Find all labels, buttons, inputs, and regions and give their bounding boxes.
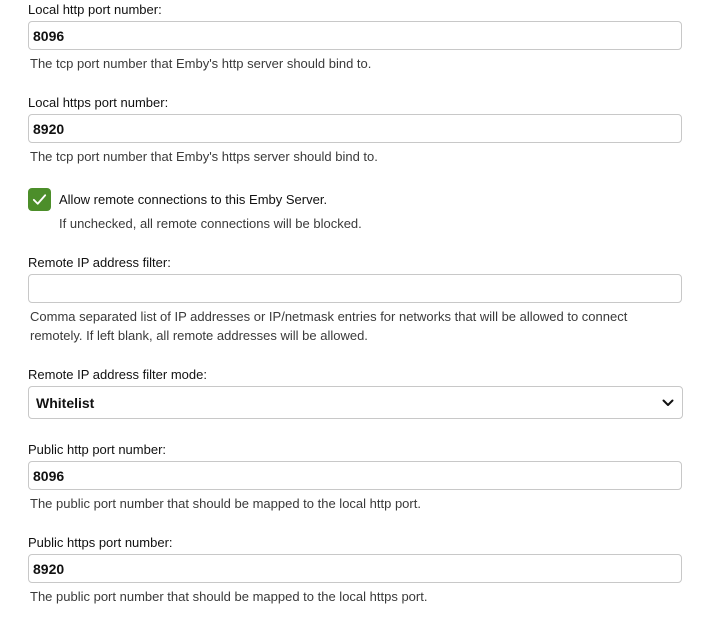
local-http-port-help: The tcp port number that Emby's http server should bind to. [30,56,372,71]
remote-ip-filter-mode-label: Remote IP address filter mode: [28,367,207,382]
allow-remote-help: If unchecked, all remote connections will be blocked. [59,216,362,231]
allow-remote-label[interactable]: Allow remote connections to this Emby Server. [59,192,328,207]
public-https-port-label: Public https port number: [28,535,173,550]
remote-ip-filter-label: Remote IP address filter: [28,255,171,270]
remote-ip-filter-input[interactable] [28,274,682,303]
local-https-port-input[interactable] [28,114,682,143]
local-https-port-label: Local https port number: [28,95,169,110]
local-http-port-input[interactable] [28,21,682,50]
remote-ip-filter-help: Comma separated list of IP addresses or IP/netmask entries for networks that will be allowed to connect remotely. If left blank, all remote addresses will be allowed. [30,309,628,343]
public-http-port-input[interactable] [28,461,682,490]
local-https-port-help: The tcp port number that Emby's https server should bind to. [30,149,378,164]
chevron-down-icon [662,397,674,409]
public-http-port-label: Public http port number: [28,442,167,457]
public-https-port-help: The public port number that should be mapped to the local https port. [30,589,428,604]
public-https-port-input[interactable] [28,554,682,583]
public-http-port-help: The public port number that should be mapped to the local http port. [30,496,421,511]
remote-ip-filter-mode-value: Whitelist [36,395,95,411]
allow-remote-checkbox[interactable] [28,188,51,211]
remote-ip-filter-mode-select[interactable] [28,386,683,419]
checkmark-icon [31,191,48,208]
local-http-port-label: Local http port number: [28,2,162,17]
